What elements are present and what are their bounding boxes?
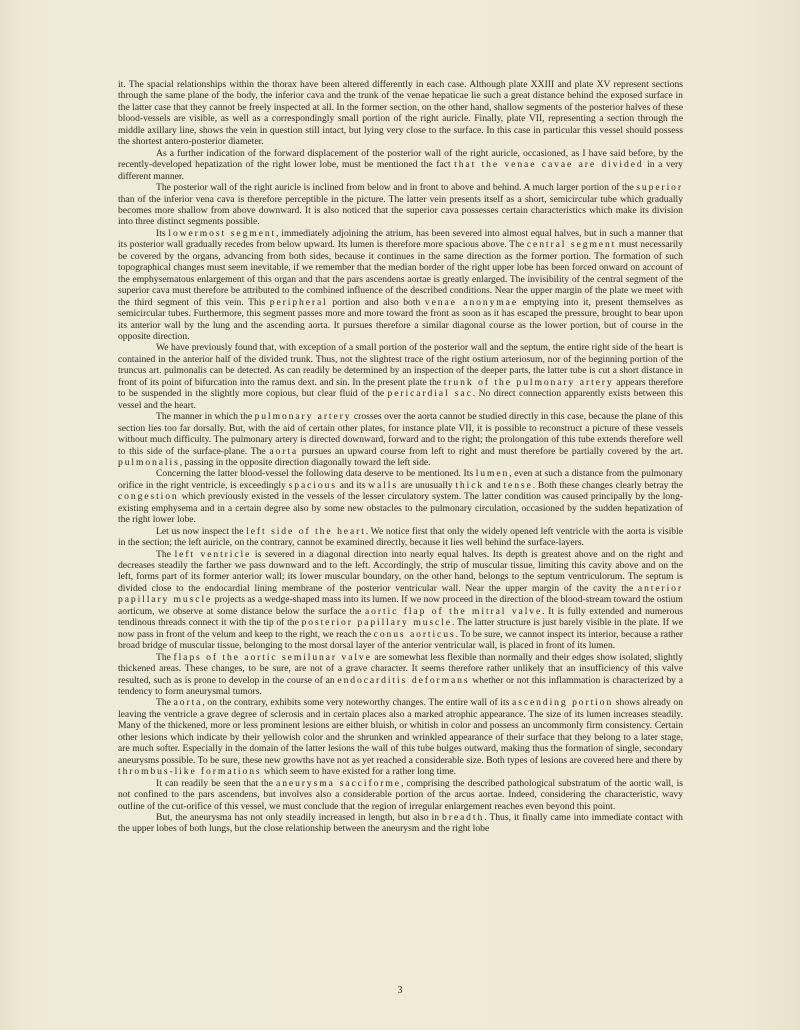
emphasized-text: posterior papillary muscle <box>301 617 452 629</box>
paragraph <box>118 812 683 835</box>
text-run: than of the inferior vena cava is therefore perceptible in the picture. The latter vein presents itself as a short, semicircular tube which gradually becomes more shallow from above downward. It is also noticed that the superior cava possesses certain characteristics which make its division into three distinct segments possible. <box>118 193 683 228</box>
emphasized-text: spacious <box>288 479 337 491</box>
paragraph <box>118 182 683 228</box>
text-run: The posterior wall of the right auricle is inclined from below and in front to above and behind. A much larger portion of the <box>156 182 637 194</box>
emphasized-text: left ventricle <box>174 548 252 560</box>
emphasized-text: ascending portion <box>512 697 614 709</box>
emphasized-text: aorta <box>269 445 299 457</box>
page-number: 3 <box>397 985 403 996</box>
emphasized-text: that the venae cavae are divided <box>454 159 644 171</box>
emphasized-text: endocarditis deformans <box>337 674 470 686</box>
text-run: are somewhat less flexible than normally and their edges show isolated, slightly thickened areas. These changes, to be sure, are not of a grave character. It seems therefore rather unlikely that an insufficiency of this valve resulted, such as is prone to develop in the course of an <box>118 651 683 686</box>
text-run: which previously existed in the vessels of the lesser circulatory system. The latter condition was caused principally by the long-existing emphysema and in a certain degree also by some new obstacles to the pulmonary circulation, occasioned by the sudden hepatization of the right lower lobe. <box>118 491 683 526</box>
body-text <box>118 79 683 835</box>
emphasized-text: lowermost segment <box>168 227 277 239</box>
paragraph <box>118 652 683 698</box>
text-run: But, the aneurysma has not only steadily increased in length, but also in <box>156 812 443 823</box>
text-run: . No direct connection apparently exists between this vessel and the heart. <box>118 388 684 411</box>
emphasized-text: trunk of the pulmonary artery <box>443 376 614 388</box>
emphasized-text: thrombus-like formations <box>118 766 262 778</box>
text-run: appears therefore to be suspended in the slightly more copious, but clear fluid of the <box>118 376 684 400</box>
paragraph <box>118 342 683 411</box>
emphasized-text: congestion <box>118 491 179 503</box>
emphasized-text: peripheral <box>269 296 328 308</box>
text-run: It can readily be seen that the <box>156 777 277 789</box>
emphasized-text: lumen <box>475 468 510 480</box>
emphasized-text: pericardial sac <box>387 388 473 400</box>
text-run: Concerning the latter blood-vessel the following data deserve to be mentioned. Its <box>156 468 476 480</box>
text-run: it. The spacial relationships within the thorax have been altered differently in each case. Although plate XXIII and plate XV represent sections through the same plane of the body, the inferior cava and the trunk of the venae hepaticae lie such a great distance behind the exposed surface in the latter case that they cannot be freely inspected at all. In the former section, on the other hand, shallow segments of the posterior halves of these blood-vessels are visible, as well as a correspondingly small portion of the right auricle. Finally, plate VII, representing a section through the middle axillary line, shows the vein in question still intact, but lying very close to the surface. In this case in particular this vessel should possess the shortest antero-posterior diameter. <box>118 79 683 148</box>
paragraph <box>118 468 683 525</box>
text-run: and its <box>336 479 369 491</box>
emphasized-text: superior <box>636 182 683 194</box>
text-run: which seem to have existed for a rather long time. <box>261 766 457 778</box>
text-run: shows already on leaving the ventricle a grave degree of sclerosis and in certain places also a marked atrophic appearance. The size of its lumen increases steadily. Many of the thickened, more or less prominent lesions are either bluish, or whitish in color and possess an uncommonly firm consistency. Certain other lesions which indicate by their yellowish color and the shrunken and wrinkled appearance of their surface that they belong to a later stage, are much softer. Especially in the domain of the latter lesions the wall of this tube bulges outward, making thus the formation of single, secondary aneurysms possible. To be sure, these new growths have not as yet reached a considerable size. Both types of lesions are covered here and there by <box>118 697 683 766</box>
text-run: projects as a wedge-shaped mass into its lumen. If we now proceed in the direction of the blood-stream toward the ostium aorticum, we observe at some distance below the surface the <box>118 594 683 617</box>
text-run: portion and also both <box>327 296 425 308</box>
text-run: , immediately adjoining the atrium, has been severed into almost equal halves, but in such a manner that its posterior wall gradually recedes from below upward. Its lumen is therefore more spacious above. The <box>118 227 683 251</box>
text-run: . Both these changes clearly betray the <box>532 479 683 491</box>
emphasized-text: flaps of the aortic semilunar valve <box>173 651 372 663</box>
text-run: . The latter structure is just barely visible in the plate. If we now pass in front of the velum and keep to the right, we reach the <box>118 617 683 640</box>
emphasized-text: pulmonary artery <box>254 411 352 423</box>
paragraph <box>118 697 683 777</box>
text-run: is severed in a diagonal direction into nearly equal halves. Its depth is greatest above and on the right and decreases steadily the farther we pass downward and to the left. Accordingly, the strip of muscular tissue, limiting this cavity above and on the left, forms part of its former anterior wall; its lower muscular boundary, on the other hand, belongs to the septum ventriculorum. The septum is divided close to the endocardial lining membrane of the posterior ventricular wall. Near the upper margin of the cavity the <box>118 548 684 594</box>
emphasized-text: anterior papillary muscle <box>118 582 683 606</box>
emphasized-text: aortic flap of the mitral valve <box>364 605 543 617</box>
text-run: emptying into it, present themselves as semicircular tubes. Furthermore, this segment passes more and more toward the front as soon as it has escaped the pressure, brought to bear upon its anterior wall by the lung and the ascending aorta. It pursues therefore a similar diagonal course as the lower portion, but of course in the opposite direction. <box>118 296 683 342</box>
text-run: . To be sure, we cannot inspect its interior, because a rather broad bridge of muscular tissue, belonging to the most dorsal layer of the anterior ventricular wall, is placed in front of its lumen. <box>118 628 684 652</box>
emphasized-text: thick <box>455 479 485 491</box>
emphasized-text: central segment <box>526 239 617 251</box>
emphasized-text: pulmonalis <box>118 456 180 468</box>
text-run: whether or not this inflammation is characterized by a tendency to form aneurysmal tumors. <box>118 674 683 698</box>
paragraph <box>118 411 683 468</box>
emphasized-text: conus aorticus <box>373 628 456 640</box>
paragraph <box>118 778 683 812</box>
text-run: are unusually <box>397 479 456 491</box>
paragraph <box>118 79 683 148</box>
text-run: . It is fully extended and numerous tendinous threads connect it with the tip of the <box>118 605 684 629</box>
text-run: , on the contrary, exhibits some very noteworthy changes. The entire wall of its <box>202 697 513 709</box>
text-run: The <box>156 697 174 709</box>
text-run: and <box>484 479 504 491</box>
emphasized-text: walls <box>368 479 398 491</box>
text-run: The <box>156 548 175 560</box>
text-run: must necessarily be covered by the organs, advancing from both sides, because it continues in the same direction as the former portion. The formation of such topographical changes must seem inevitable, if we remember that the median border of the right upper lobe has been forced onward on account of the emphysematous enlargement of this organ and that the pars ascendens aortae is greatly enlarged. The invisibility of the central segment of the superior cava must therefore be attributed to the combined influence of the described conditions. Near the upper margin of the plate we meet with the third segment of this vein. This <box>118 239 683 308</box>
emphasized-text: breadth <box>442 812 485 823</box>
emphasized-text: tense <box>503 479 533 491</box>
paragraph <box>118 148 683 182</box>
paragraph <box>118 228 683 343</box>
emphasized-text: venae anonymae <box>424 296 518 308</box>
text-run: crosses over the aorta cannot be studied directly in this case, because the plane of this section lies too far dorsally. But, with the aid of certain other plates, for instance plate VII, it is possible to reconstruct a picture of these vessels without much difficulty. The pulmonary artery is directed downward, forward and to the right; the prolongation of this tube extends therefore well to this side of the surface-plane. The <box>118 411 683 457</box>
text-run: pursues an upward course from left to right and must therefore be partially covered by the art. <box>298 445 683 457</box>
text-run: , passing in the opposite direction diagonally toward the left side. <box>179 456 431 468</box>
text-run: Its <box>156 227 169 239</box>
emphasized-text: aorta <box>173 697 203 709</box>
text-run: Let us now inspect the <box>156 525 247 537</box>
text-run: The <box>156 651 174 663</box>
text-run: As a further indication of the forward displacement of the posterior wall of the right auricle, occasioned, as I have said before, by the recently-developed hepatization of the right lower lobe, must be mentioned the fact <box>118 147 683 171</box>
emphasized-text: aneurysma sacciforme <box>276 777 401 789</box>
paragraph <box>118 549 683 652</box>
text-run: We have previously found that, with exception of a small portion of the posterior wall and the septum, the entire right side of the heart is contained in the anterior half of the divided trunk. Thus, not the slightest trace of the right ostium arteriosum, nor of the beginning portion of the truncus art. pulmonalis can be detected. As can readily be determined by an inspection of the deeper parts, the latter tube is cut a short distance in front of its point of bifurcation into the ramus dext. and sin. In the present plate the <box>118 342 683 388</box>
text-run: The manner in which the <box>156 411 255 423</box>
text-run: in a very different manner. <box>118 159 683 182</box>
text-run: , comprising the described pathological substratum of the aortic wall, is not confined to the pars ascendens, but involves also a considerable portion of the arcus aortae. Indeed, considering the characteristic, wavy outline of the cut-orifice of this vessel, we must conclude that the region of irregular enlargement reaches even beyond this point. <box>118 777 683 812</box>
paragraph <box>118 526 683 549</box>
text-run: . Thus, it finally came into immediate contact with the upper lobes of both lungs, but the close relationship between the aneurysm and the right lobe <box>118 812 683 835</box>
text-run: , even at such a distance from the pulmonary orifice in the right ventricle, is exceedingly <box>118 468 683 491</box>
text-run: . We notice first that only the widely opened left ventricle with the aorta is visible in the section; the left auricle, on the contrary, cannot be examined directly, because it lies well behind the surface-layers. <box>118 525 683 549</box>
emphasized-text: left side of the heart <box>246 525 366 537</box>
